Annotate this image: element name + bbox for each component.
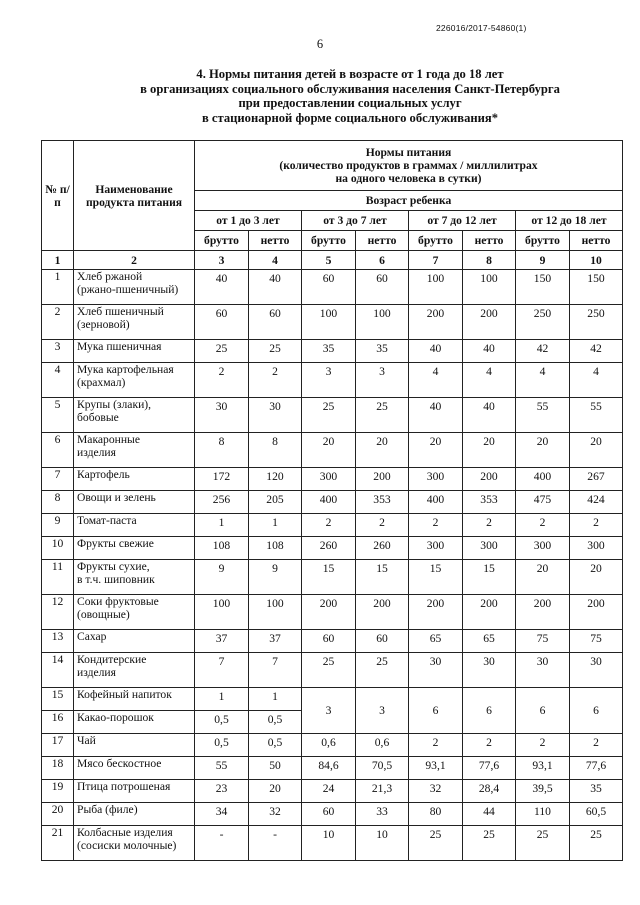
product-name-line: Колбасные изделия [77, 826, 173, 839]
product-name-line: бобовые [77, 411, 119, 424]
table-row [42, 630, 623, 653]
norm-value: 353 [356, 491, 409, 514]
norm-value: 42 [570, 340, 623, 363]
table-row [42, 433, 623, 468]
age-group-4: от 12 до 18 лет [516, 211, 623, 231]
title-line: 4. Нормы питания детей в возрасте от 1 года до 18 лет [196, 67, 504, 81]
norm-value: 2 [516, 734, 570, 757]
norm-value: 40 [409, 340, 463, 363]
norm-value: 42 [516, 340, 570, 363]
norm-value: 33 [356, 803, 409, 826]
norm-value: 15 [302, 560, 356, 595]
norm-value: 0,5 [249, 711, 302, 734]
table-row [42, 803, 623, 826]
norm-value: 9 [195, 560, 249, 595]
product-name-line: Хлеб ржаной [77, 270, 143, 283]
table-row [42, 537, 623, 560]
product-name [74, 491, 195, 514]
norm-value: 300 [570, 537, 623, 560]
norm-value: 20 [516, 433, 570, 468]
norm-value-merged: 6 [570, 688, 623, 734]
norm-value: 2 [463, 734, 516, 757]
norms-header [195, 141, 623, 191]
norm-value: 1 [195, 688, 249, 711]
norm-value: 300 [516, 537, 570, 560]
table-row [42, 305, 623, 340]
norm-value: 200 [409, 305, 463, 340]
product-name-line: Рыба (филе) [77, 803, 138, 816]
norm-value: 0,6 [302, 734, 356, 757]
sub-header-gross: брутто [302, 231, 356, 251]
norm-value: 256 [195, 491, 249, 514]
norm-value: 1 [249, 514, 302, 537]
column-number: 10 [570, 251, 623, 270]
norm-value: 150 [516, 270, 570, 305]
norm-value: 260 [356, 537, 409, 560]
row-number: 13 [42, 630, 74, 653]
norm-value: 100 [409, 270, 463, 305]
sub-header-net: нетто [249, 231, 302, 251]
norm-value: - [195, 826, 249, 861]
norm-value: 93,1 [409, 757, 463, 780]
norm-value: 25 [356, 653, 409, 688]
norm-value: 205 [249, 491, 302, 514]
row-number: 14 [42, 653, 74, 688]
norm-value: 20 [409, 433, 463, 468]
product-name [74, 537, 195, 560]
table-row [42, 514, 623, 537]
product-name-line: Овощи и зелень [77, 491, 156, 504]
norm-value: 20 [302, 433, 356, 468]
norm-value: 25 [302, 398, 356, 433]
row-number: 1 [42, 270, 74, 305]
product-name [74, 734, 195, 757]
table-row [42, 340, 623, 363]
product-name [74, 305, 195, 340]
norm-value: 3 [302, 363, 356, 398]
row-number: 20 [42, 803, 74, 826]
norm-value: 30 [249, 398, 302, 433]
norm-value: 77,6 [570, 757, 623, 780]
product-name-line: Мясо бескостное [77, 757, 162, 770]
norms-header-line: Нормы питания [365, 146, 452, 159]
norm-value: 200 [516, 595, 570, 630]
norm-value-merged: 6 [516, 688, 570, 734]
age-header: Возраст ребенка [195, 191, 623, 211]
norm-value-merged: 3 [302, 688, 356, 734]
norm-value: 400 [302, 491, 356, 514]
norm-value: 100 [195, 595, 249, 630]
norm-value: 30 [463, 653, 516, 688]
norm-value: 2 [463, 514, 516, 537]
norm-value: 4 [463, 363, 516, 398]
norm-value: 0,6 [356, 734, 409, 757]
column-number: 9 [516, 251, 570, 270]
row-number: 12 [42, 595, 74, 630]
norm-value: 1 [249, 688, 302, 711]
norm-value: 30 [409, 653, 463, 688]
norm-value: 20 [249, 780, 302, 803]
row-number: 21 [42, 826, 74, 861]
product-name-line: Фрукты сухие, [77, 560, 150, 573]
row-number: 11 [42, 560, 74, 595]
section-title [60, 67, 640, 125]
row-number: 19 [42, 780, 74, 803]
product-name [74, 653, 195, 688]
table-row [42, 363, 623, 398]
norm-value: 60 [356, 630, 409, 653]
norm-value: 20 [570, 433, 623, 468]
norm-value: 15 [409, 560, 463, 595]
norm-value: 35 [356, 340, 409, 363]
norm-value: 200 [356, 595, 409, 630]
norm-value: 4 [409, 363, 463, 398]
row-number: 6 [42, 433, 74, 468]
product-name-line: Какао-порошок [77, 711, 154, 724]
norm-value: 44 [463, 803, 516, 826]
table-row [42, 780, 623, 803]
table-body [42, 270, 623, 861]
age-group-2: от 3 до 7 лет [302, 211, 409, 231]
norm-value: 2 [356, 514, 409, 537]
norm-value: 100 [302, 305, 356, 340]
column-number: 3 [195, 251, 249, 270]
product-name-line: (овощные) [77, 608, 130, 621]
norm-value: 300 [302, 468, 356, 491]
norm-value: 8 [195, 433, 249, 468]
product-name [74, 826, 195, 861]
norm-value: 200 [302, 595, 356, 630]
row-number: 7 [42, 468, 74, 491]
norm-value: 0,5 [249, 734, 302, 757]
product-name [74, 560, 195, 595]
product-name-line: Мука картофельная [77, 363, 174, 376]
title-line: при предоставлении социальных услуг [238, 96, 462, 111]
table-row [42, 826, 623, 861]
norm-value: 400 [516, 468, 570, 491]
norm-value: 28,4 [463, 780, 516, 803]
product-name [74, 780, 195, 803]
norm-value: 25 [249, 340, 302, 363]
norm-value: 100 [463, 270, 516, 305]
norm-value: 0,5 [195, 711, 249, 734]
table-row [42, 491, 623, 514]
row-number: 9 [42, 514, 74, 537]
product-name-line: Кофейный напиток [77, 688, 172, 701]
product-name-line: Соки фруктовые [77, 595, 159, 608]
norms-header-line: на одного человека в сутки) [335, 172, 482, 185]
norm-value: 200 [356, 468, 409, 491]
age-group-1: от 1 до 3 лет [195, 211, 302, 231]
norm-value: 60 [302, 630, 356, 653]
column-header-product: Наименование продукта питания [74, 141, 195, 251]
norm-value: 353 [463, 491, 516, 514]
norm-value: 108 [249, 537, 302, 560]
norm-value: 2 [195, 363, 249, 398]
table-row [42, 757, 623, 780]
norm-value: 2 [570, 734, 623, 757]
product-name [74, 340, 195, 363]
norm-value: 20 [463, 433, 516, 468]
norm-value: 4 [570, 363, 623, 398]
norm-value: 2 [516, 514, 570, 537]
norm-value: 32 [249, 803, 302, 826]
table-row [42, 560, 623, 595]
norm-value: 9 [249, 560, 302, 595]
product-name-line: Макаронные [77, 433, 140, 446]
norm-value: 10 [356, 826, 409, 861]
norm-value: 60,5 [570, 803, 623, 826]
norm-value: 65 [409, 630, 463, 653]
title-line: в организациях социального обслуживания населения Санкт-Петербурга [140, 81, 560, 96]
table-row [42, 595, 623, 630]
product-name-line: изделия [77, 446, 116, 459]
norm-value: 30 [516, 653, 570, 688]
product-name [74, 630, 195, 653]
table-row [42, 398, 623, 433]
norm-value: 110 [516, 803, 570, 826]
norm-value: 250 [570, 305, 623, 340]
norm-value: 35 [302, 340, 356, 363]
norm-value: 7 [195, 653, 249, 688]
norm-value: 35 [570, 780, 623, 803]
table-row [42, 270, 623, 305]
norm-value: 60 [302, 270, 356, 305]
norm-value: 60 [249, 305, 302, 340]
row-number: 10 [42, 537, 74, 560]
document-number: 226016/2017-54860(1) [436, 23, 527, 33]
norm-value: 200 [463, 595, 516, 630]
product-name [74, 803, 195, 826]
norm-value: 120 [249, 468, 302, 491]
norm-value: 424 [570, 491, 623, 514]
norm-value: 100 [249, 595, 302, 630]
sub-header-net: нетто [463, 231, 516, 251]
norm-value: 25 [570, 826, 623, 861]
column-header-number: № п/п [42, 141, 74, 251]
product-name-line: (ржано-пшеничный) [77, 283, 179, 296]
column-number: 8 [463, 251, 516, 270]
product-name-line: Мука пшеничная [77, 340, 162, 353]
norm-value: 4 [516, 363, 570, 398]
product-name-line: Хлеб пшеничный [77, 305, 164, 318]
table-row [42, 653, 623, 688]
norm-value: 20 [570, 560, 623, 595]
norm-value: 40 [249, 270, 302, 305]
row-number: 4 [42, 363, 74, 398]
product-name [74, 398, 195, 433]
norm-value: 20 [516, 560, 570, 595]
norm-value: 39,5 [516, 780, 570, 803]
norm-value: 37 [195, 630, 249, 653]
norm-value: 100 [356, 305, 409, 340]
column-number: 5 [302, 251, 356, 270]
product-name [74, 688, 195, 711]
norm-value: 0,5 [195, 734, 249, 757]
product-name-line: в т.ч. шиповник [77, 573, 155, 586]
sub-header-net: нетто [356, 231, 409, 251]
sub-header-gross: брутто [409, 231, 463, 251]
norm-value: 2 [570, 514, 623, 537]
row-number: 17 [42, 734, 74, 757]
row-number: 8 [42, 491, 74, 514]
product-name [74, 711, 195, 734]
norm-value: 23 [195, 780, 249, 803]
product-name-line: Чай [77, 734, 96, 747]
norm-value: 260 [302, 537, 356, 560]
product-name [74, 363, 195, 398]
product-name-line: Томат-паста [77, 514, 137, 527]
product-name-line: Сахар [77, 630, 107, 643]
row-number: 5 [42, 398, 74, 433]
norm-value-merged: 6 [409, 688, 463, 734]
norm-value: 37 [249, 630, 302, 653]
product-name-line: Птица потрошеная [77, 780, 171, 793]
norm-value: 475 [516, 491, 570, 514]
norm-value: 40 [409, 398, 463, 433]
norm-value: 10 [302, 826, 356, 861]
norm-value: 34 [195, 803, 249, 826]
norm-value: 7 [249, 653, 302, 688]
norm-value: 50 [249, 757, 302, 780]
row-number: 2 [42, 305, 74, 340]
norm-value: 55 [195, 757, 249, 780]
norm-value: 60 [302, 803, 356, 826]
norm-value: 75 [570, 630, 623, 653]
norm-value: 25 [356, 398, 409, 433]
table-row [42, 468, 623, 491]
norm-value: 55 [570, 398, 623, 433]
norm-value: 84,6 [302, 757, 356, 780]
norm-value: 300 [409, 468, 463, 491]
nutrition-norms-table [41, 140, 623, 861]
product-name [74, 270, 195, 305]
column-number: 4 [249, 251, 302, 270]
norm-value: - [249, 826, 302, 861]
product-name-line: (зерновой) [77, 318, 130, 331]
norm-value: 200 [409, 595, 463, 630]
norm-value: 150 [570, 270, 623, 305]
norm-value: 25 [409, 826, 463, 861]
column-number: 2 [74, 251, 195, 270]
product-name-line: (сосиски молочные) [77, 839, 177, 852]
sub-header-gross: брутто [195, 231, 249, 251]
norm-value: 80 [409, 803, 463, 826]
sub-header-gross: брутто [516, 231, 570, 251]
norm-value: 25 [302, 653, 356, 688]
norm-value: 15 [356, 560, 409, 595]
product-name-line: Кондитерские [77, 653, 147, 666]
row-number: 18 [42, 757, 74, 780]
norm-value-merged: 6 [463, 688, 516, 734]
product-name-line: (крахмал) [77, 376, 126, 389]
norm-value: 93,1 [516, 757, 570, 780]
norms-header-line: (количество продуктов в граммах / миллилитрах [279, 159, 538, 172]
norm-value: 267 [570, 468, 623, 491]
norm-value: 200 [570, 595, 623, 630]
norm-value-merged: 3 [356, 688, 409, 734]
norm-value: 3 [356, 363, 409, 398]
norm-value: 70,5 [356, 757, 409, 780]
norm-value: 172 [195, 468, 249, 491]
norm-value: 400 [409, 491, 463, 514]
norm-value: 24 [302, 780, 356, 803]
norm-value: 32 [409, 780, 463, 803]
norm-value: 77,6 [463, 757, 516, 780]
norm-value: 65 [463, 630, 516, 653]
row-number: 16 [42, 711, 74, 734]
norm-value: 40 [463, 398, 516, 433]
norm-value: 20 [356, 433, 409, 468]
product-name [74, 757, 195, 780]
table-row [42, 734, 623, 757]
norm-value: 300 [463, 537, 516, 560]
column-number: 7 [409, 251, 463, 270]
norm-value: 250 [516, 305, 570, 340]
norm-value: 30 [570, 653, 623, 688]
table-row [42, 688, 623, 711]
norm-value: 200 [463, 305, 516, 340]
norm-value: 21,3 [356, 780, 409, 803]
product-name-line: Фрукты свежие [77, 537, 154, 550]
norm-value: 25 [195, 340, 249, 363]
norm-value: 30 [195, 398, 249, 433]
norm-value: 55 [516, 398, 570, 433]
norm-value: 200 [463, 468, 516, 491]
norm-value: 2 [302, 514, 356, 537]
norm-value: 2 [249, 363, 302, 398]
row-number: 15 [42, 688, 74, 711]
column-number: 6 [356, 251, 409, 270]
sub-header-net: нетто [570, 231, 623, 251]
product-name [74, 468, 195, 491]
product-name-line: Крупы (злаки), [77, 398, 152, 411]
norm-value: 15 [463, 560, 516, 595]
norm-value: 25 [516, 826, 570, 861]
norm-value: 40 [463, 340, 516, 363]
title-line: в стационарной форме социального обслуживания* [201, 110, 499, 125]
column-number: 1 [42, 251, 74, 270]
product-name-line: изделия [77, 666, 116, 679]
norm-value: 2 [409, 734, 463, 757]
page-number: 6 [316, 37, 324, 51]
product-name [74, 595, 195, 630]
norm-value: 60 [356, 270, 409, 305]
product-name [74, 514, 195, 537]
norm-value: 75 [516, 630, 570, 653]
norm-value: 25 [463, 826, 516, 861]
norm-value: 300 [409, 537, 463, 560]
norm-value: 2 [409, 514, 463, 537]
norm-value: 8 [249, 433, 302, 468]
product-name-line: Картофель [77, 468, 130, 481]
norm-value: 1 [195, 514, 249, 537]
product-name [74, 433, 195, 468]
row-number: 3 [42, 340, 74, 363]
norm-value: 40 [195, 270, 249, 305]
norm-value: 60 [195, 305, 249, 340]
age-group-3: от 7 до 12 лет [409, 211, 516, 231]
norm-value: 108 [195, 537, 249, 560]
